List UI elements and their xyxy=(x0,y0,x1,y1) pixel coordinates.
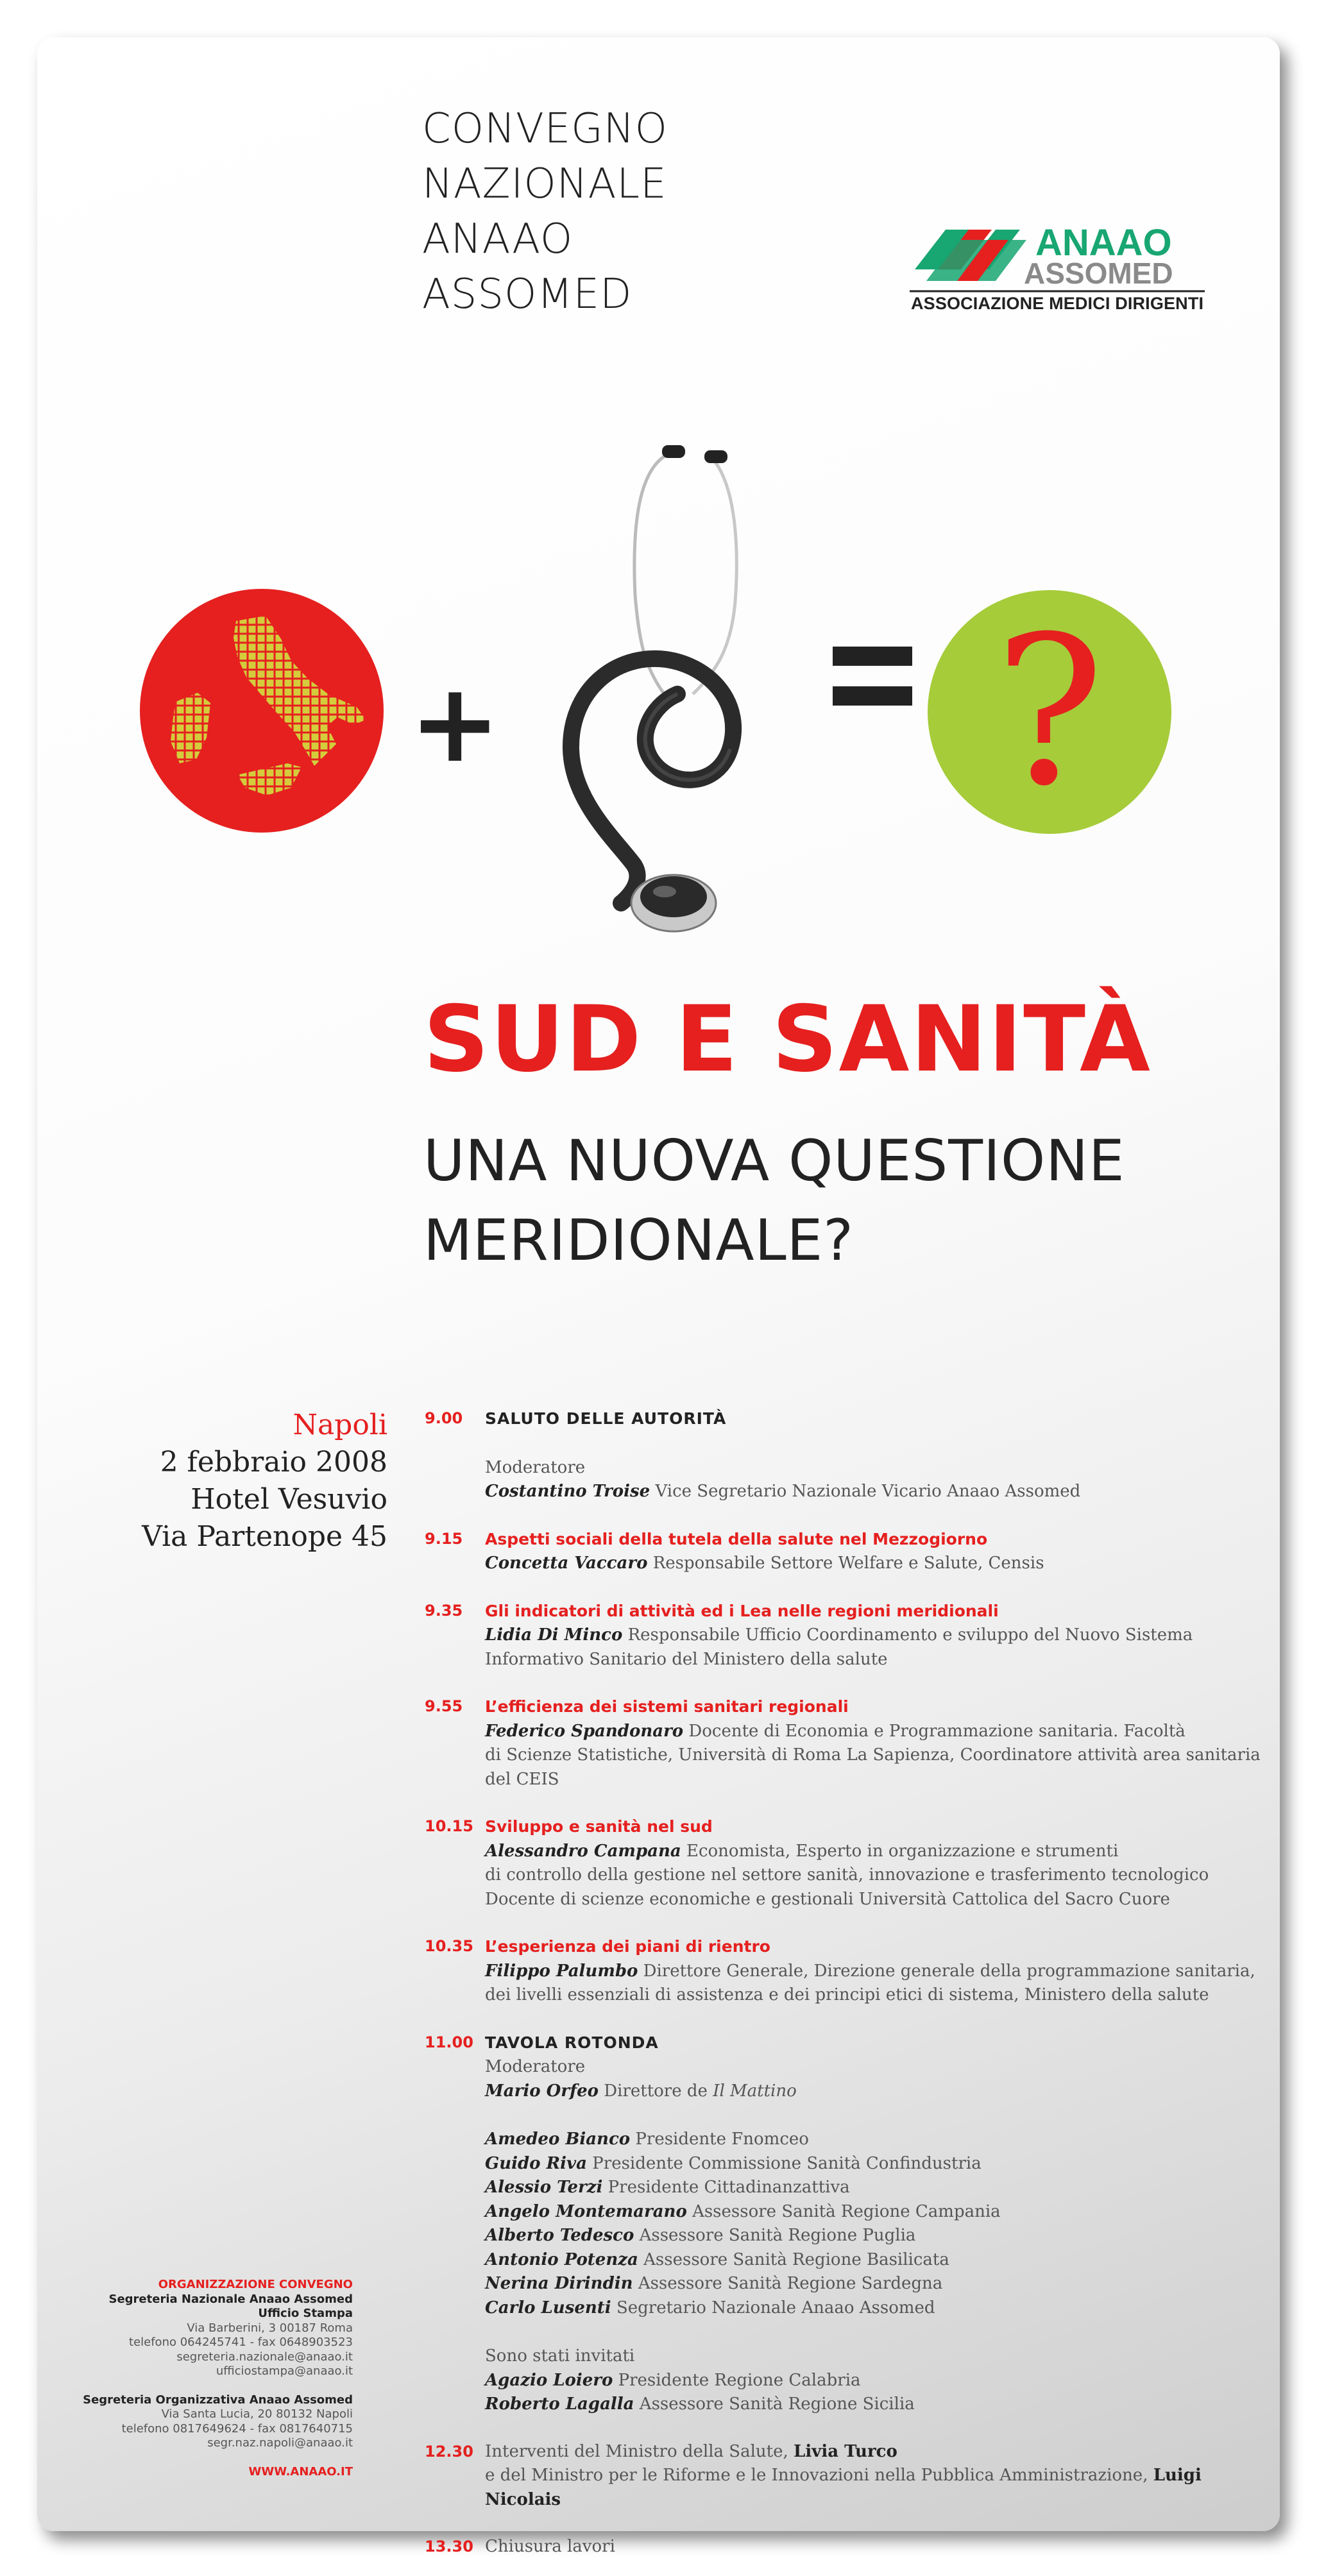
stethoscope-icon xyxy=(525,441,794,967)
program-time: 11.00 xyxy=(425,2033,473,2051)
program-item xyxy=(425,1695,1278,1792)
speaker-role: Docente di Economia e Programmazione sanitaria. Facoltà xyxy=(688,1721,1186,1741)
program-heading: L’efficienza dei sistemi sanitari regionali xyxy=(485,1697,849,1716)
org-line: telefono 0817649624 - fax 0817640715 xyxy=(121,2421,353,2436)
speaker-role: Responsabile Settore Welfare e Salute, Censis xyxy=(652,1554,1044,1573)
panelist xyxy=(485,2296,1278,2321)
org-line: Via Santa Lucia, 20 80132 Napoli xyxy=(161,2407,353,2421)
program-item xyxy=(425,2535,1278,2559)
plus-sign: + xyxy=(409,660,501,787)
organization-info xyxy=(83,2278,353,2479)
event-address: Via Partenope 45 xyxy=(142,1520,387,1553)
program-heading: L’esperienza dei piani di rientro xyxy=(485,1937,770,1956)
convegno-line: CONVEGNO xyxy=(422,105,668,153)
invited-guest xyxy=(485,2369,1278,2393)
program-heading: TAVOLA ROTONDA xyxy=(485,2033,659,2052)
program-time: 9.00 xyxy=(425,1409,463,1427)
equals-sign xyxy=(833,647,935,724)
speaker-role: Direttore de xyxy=(604,2081,708,2101)
program-time: 10.15 xyxy=(425,1817,473,1835)
main-title: SUD E SANITÀ xyxy=(423,987,1152,1092)
moderator-label: Moderatore xyxy=(485,1457,586,1477)
program-time: 13.30 xyxy=(425,2538,473,2555)
convegno-line: NAZIONALE xyxy=(422,160,667,208)
subtitle xyxy=(423,1121,1125,1280)
org-line: Segreteria Organizzativa Anaao Assomed xyxy=(83,2393,353,2407)
speaker-role: Assessore Sanità Regione Campania xyxy=(692,2201,1001,2221)
program-text: Chiusura lavori xyxy=(485,2537,615,2556)
speaker-role: Economista, Esperto in organizzazione e strumenti xyxy=(686,1841,1119,1861)
program-item xyxy=(425,1527,1278,1576)
speaker-name: Agazio Loiero xyxy=(485,2370,613,2390)
speaker-role: Assessore Sanità Regione Basilicata xyxy=(643,2250,949,2269)
org-email: segr.naz.napoli@anaao.it xyxy=(207,2436,353,2450)
speaker-name: Roberto Lagalla xyxy=(485,2394,634,2414)
logo-name-bottom: ASSOMED xyxy=(1024,257,1173,290)
speaker-name: Alessandro Campana xyxy=(485,1841,681,1861)
convegno-line: ASSOMED xyxy=(422,271,633,318)
speaker-name: Antonio Potenza xyxy=(485,2250,638,2269)
program-time: 9.15 xyxy=(425,1529,463,1548)
program-time: 9.35 xyxy=(425,1601,463,1620)
panelist xyxy=(485,2200,1278,2224)
speaker-role: Assessore Sanità Regione Sicilia xyxy=(639,2394,915,2414)
program-item xyxy=(425,2440,1278,2512)
speaker-name: Angelo Montemarano xyxy=(485,2201,687,2221)
minister-name: Luigi Nicolais xyxy=(485,2466,1202,2509)
speaker-name: Guido Riva xyxy=(485,2153,587,2173)
event-city: Napoli xyxy=(293,1409,387,1441)
panelist xyxy=(485,2128,1278,2152)
speaker-name: Nerina Dirindin xyxy=(485,2274,633,2293)
program-heading: Aspetti sociali della tutela della salute nel Mezzogiorno xyxy=(485,1529,988,1548)
speaker-name: Alberto Tedesco xyxy=(485,2226,634,2245)
speaker-name: Lidia Di Minco xyxy=(485,1625,623,1645)
speaker-name: Carlo Lusenti xyxy=(485,2298,611,2318)
speaker-name: Mario Orfeo xyxy=(485,2081,599,2101)
program-time: 12.30 xyxy=(425,2442,473,2461)
program-time: 9.55 xyxy=(425,1697,463,1715)
speaker-role: Responsabile Ufficio Coordinamento e sviluppo del Nuovo Sistema xyxy=(627,1625,1193,1645)
speaker-role: Assessore Sanità Regione Sardegna xyxy=(638,2274,943,2293)
program-heading: SALUTO DELLE AUTORITÀ xyxy=(485,1409,727,1428)
panelist xyxy=(485,2224,1278,2248)
speaker-role: Presidente Commissione Sanità Confindustria xyxy=(592,2153,982,2173)
speaker-name: Federico Spandonaro xyxy=(485,1721,684,1741)
moderator-label: Moderatore xyxy=(485,2057,586,2076)
panelist xyxy=(485,2248,1278,2273)
anaao-logo-mark-icon xyxy=(910,212,1205,314)
speaker-role: Presidente Cittadinanzattiva xyxy=(608,2178,850,2197)
program-heading: Sviluppo e sanità nel sud xyxy=(485,1817,713,1836)
program-text: Interventi del Ministro della Salute, xyxy=(485,2441,788,2461)
org-line: telefono 064245741 - fax 0648903523 xyxy=(129,2335,353,2349)
program-heading: Gli indicatori di attività ed i Lea nelle regioni meridionali xyxy=(485,1601,999,1620)
speaker-role: Presidente Regione Calabria xyxy=(618,2370,861,2390)
program-time: 10.35 xyxy=(425,1937,473,1955)
speaker-role: Docente di scienze economiche e gestionali Università Cattolica del Sacro Cuore xyxy=(485,1889,1170,1909)
org-line: Segreteria Nazionale Anaao Assomed xyxy=(108,2292,353,2306)
newspaper-name: Il Mattino xyxy=(713,2081,797,2101)
invited-guest xyxy=(485,2393,1278,2417)
org-line: Via Barberini, 3 00187 Roma xyxy=(187,2321,353,2335)
speaker-role: dei livelli essenziali di assistenza e dei principi etici di sistema, Ministero della salute xyxy=(485,1985,1209,2004)
program-item xyxy=(425,1407,1278,1504)
logo-name-top: ANAAO xyxy=(1035,222,1172,264)
program-text: e del Ministro per le Riforme e le Innovazioni nella Pubblica Amministrazione, xyxy=(485,2466,1148,2485)
speaker-name: Alessio Terzi xyxy=(485,2178,603,2197)
logo-tagline: ASSOCIAZIONE MEDICI DIRIGENTI xyxy=(911,294,1203,313)
program-item xyxy=(425,1935,1278,2008)
poster xyxy=(37,37,1280,2556)
event-info xyxy=(142,1407,387,1555)
org-email: segreteria.nazionale@anaao.it xyxy=(176,2350,353,2364)
program xyxy=(425,1407,1278,2559)
event-venue: Hotel Vesuvio xyxy=(191,1483,387,1516)
speaker-role: Informativo Sanitario del Ministero della salute xyxy=(485,1649,888,1669)
speaker-role: Assessore Sanità Regione Puglia xyxy=(639,2226,916,2245)
question-mark-icon: ? xyxy=(928,590,1171,834)
italy-map-icon xyxy=(140,589,384,833)
program-item xyxy=(425,1815,1278,1911)
convegno-line: ANAAO xyxy=(422,216,574,263)
speaker-name: Amedeo Bianco xyxy=(485,2130,631,2149)
speaker-role: Segretario Nazionale Anaao Assomed xyxy=(616,2298,935,2318)
convegno-heading xyxy=(422,101,668,322)
org-email: ufficiostampa@anaao.it xyxy=(216,2364,353,2378)
speaker-role: di controllo della gestione nel settore sanità, innovazione e trasferimento tecnologico xyxy=(485,1865,1209,1885)
organization-title: ORGANIZZAZIONE CONVEGNO xyxy=(158,2278,353,2291)
event-date: 2 febbraio 2008 xyxy=(160,1446,387,1479)
website-link: WWW.ANAAO.IT xyxy=(248,2464,353,2479)
speaker-role: Vice Segretario Nazionale Vicario Anaao Assomed xyxy=(655,1482,1081,1501)
subtitle-line: UNA NUOVA QUESTIONE xyxy=(423,1128,1125,1194)
speaker-role: Presidente Fnomceo xyxy=(635,2130,809,2149)
org-line: Ufficio Stampa xyxy=(258,2307,353,2320)
speaker-name: Filippo Palumbo xyxy=(485,1961,638,1981)
program-item-round-table xyxy=(425,2031,1278,2417)
anaao-logo xyxy=(910,212,1205,314)
subtitle-line: MERIDIONALE? xyxy=(423,1207,854,1273)
speaker-name: Costantino Troise xyxy=(485,1482,650,1501)
speaker-name: Concetta Vaccaro xyxy=(485,1554,648,1573)
speaker-role: di Scienze Statistiche, Università di Roma La Sapienza, Coordinatore attività area sanitaria del CEIS xyxy=(485,1745,1261,1789)
program-item xyxy=(425,1599,1278,1672)
panelist xyxy=(485,2272,1278,2296)
panelist xyxy=(485,2176,1278,2200)
invited-label: Sono stati invitati xyxy=(485,2346,635,2366)
panelist xyxy=(485,2152,1278,2176)
minister-name: Livia Turco xyxy=(794,2441,897,2461)
speaker-role: Direttore Generale, Direzione generale della programmazione sanitaria, xyxy=(643,1961,1255,1981)
